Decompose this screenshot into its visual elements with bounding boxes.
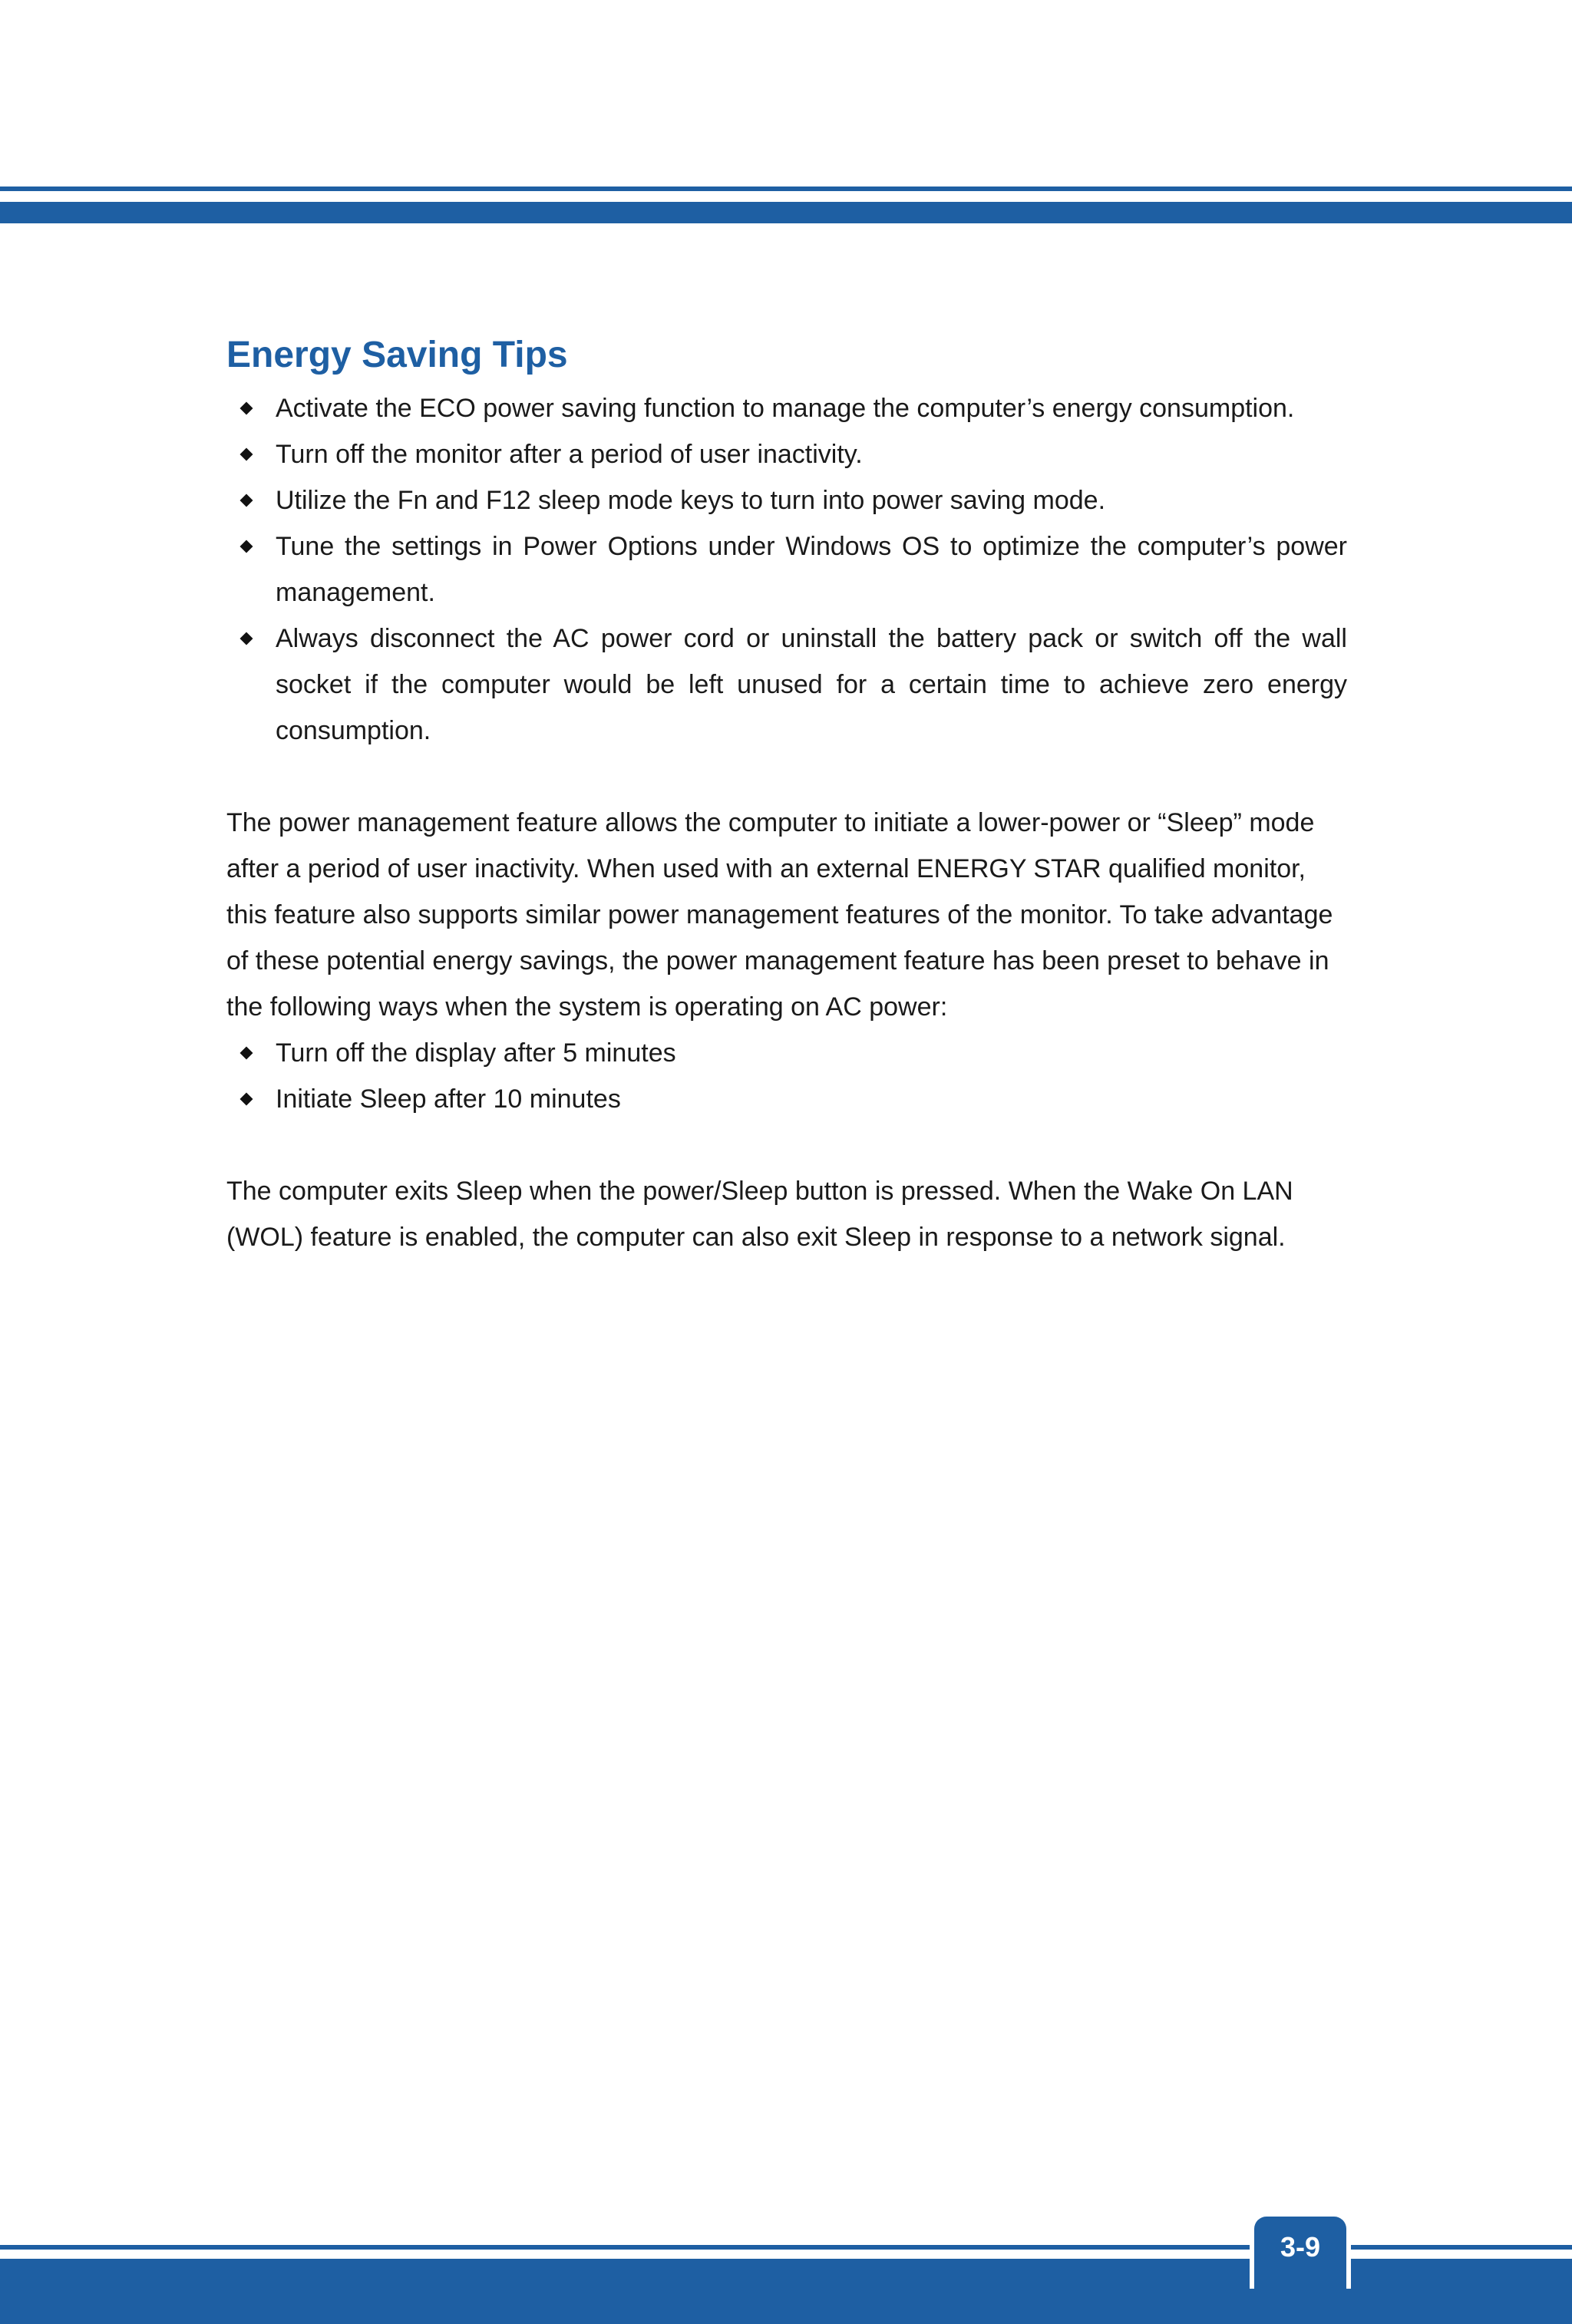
header-band (0, 202, 1572, 223)
tip-text: Utilize the Fn and F12 sleep mode keys to turn into power saving mode. (276, 486, 1106, 515)
spacer (226, 1122, 1347, 1168)
ac-power-list (226, 1030, 1347, 1122)
diamond-bullet-icon (240, 402, 253, 415)
diamond-bullet-icon (240, 632, 253, 645)
diamond-bullet-icon (240, 540, 253, 553)
diamond-bullet-icon (240, 448, 253, 461)
section-title: Energy Saving Tips (226, 335, 568, 375)
list-item (226, 385, 1347, 431)
diamond-bullet-icon (240, 1093, 253, 1106)
page-number: 3-9 (1280, 2231, 1321, 2263)
list-item (226, 616, 1347, 754)
page-number-tab (1250, 2212, 1351, 2289)
ac-power-item-text: Turn off the display after 5 minutes (276, 1038, 676, 1068)
list-item (226, 477, 1347, 523)
list-item (226, 1030, 1347, 1076)
header-rule (0, 187, 1572, 191)
diamond-bullet-icon (240, 494, 253, 507)
sleep-paragraph: The computer exits Sleep when the power/Sleep button is pressed. When the Wake On LAN (WOL) feature is enabled, the computer can also exit Sleep in response to a network signal. (226, 1177, 1293, 1252)
power-management-paragraph: The power management feature allows the computer to initiate a lower-power or “Sleep” mode after a period of user inactivity. When used with an external ENERGY STAR qualified monitor, this feature also supports similar power management features of the monitor. To take advantage of these potential energy savings, the power management feature has been preset to behave in the following ways when the system is operating on AC power: (226, 808, 1333, 1022)
list-item (226, 1076, 1347, 1122)
list-item (226, 431, 1347, 477)
tip-text: Turn off the monitor after a period of user inactivity. (276, 440, 863, 469)
page-content (226, 328, 1347, 1260)
diamond-bullet-icon (240, 1047, 253, 1060)
tip-text: Always disconnect the AC power cord or uninstall the battery pack or switch off the wall socket if the computer would be left unused for a certain time to achieve zero energy consumption. (276, 624, 1347, 745)
tip-text: Activate the ECO power saving function to manage the computer’s energy consumption. (276, 394, 1295, 423)
spacer (226, 754, 1347, 800)
list-item (226, 523, 1347, 616)
energy-tips-list (226, 385, 1347, 754)
ac-power-item-text: Initiate Sleep after 10 minutes (276, 1084, 621, 1114)
tip-text: Tune the settings in Power Options under Windows OS to optimize the computer’s power management. (276, 532, 1347, 607)
